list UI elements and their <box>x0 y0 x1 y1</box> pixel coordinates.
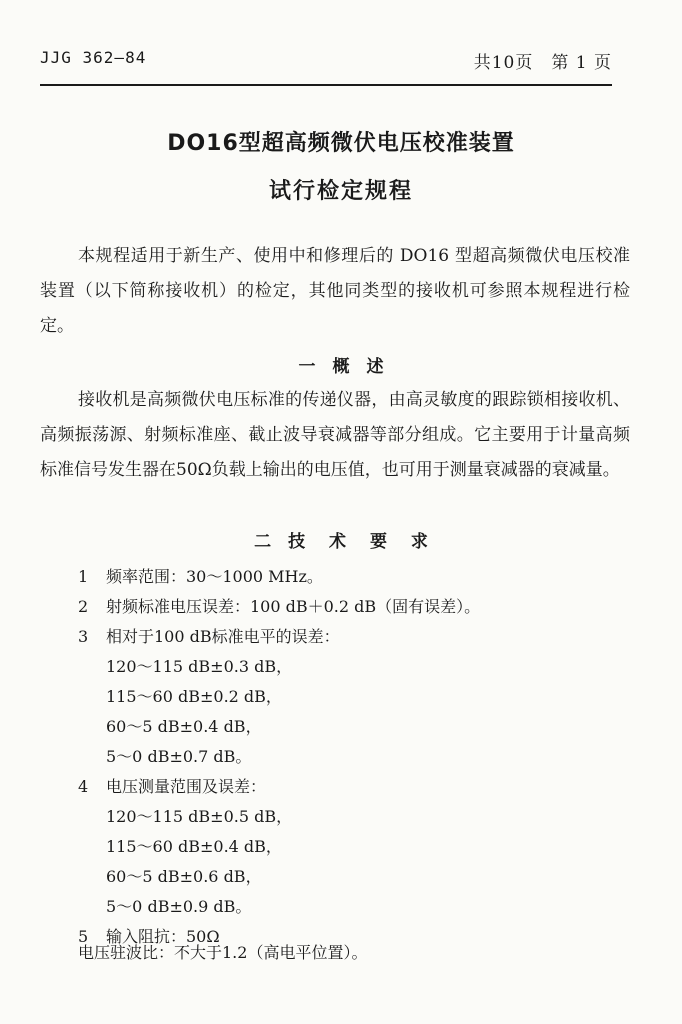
header-divider <box>40 84 612 86</box>
list-item <box>78 562 638 592</box>
requirements-list <box>78 562 638 952</box>
list-item <box>78 622 638 652</box>
sub-item: 120～115 dB±0.3 dB， <box>106 657 293 676</box>
sub-item: 5～0 dB±0.7 dB。 <box>106 747 252 766</box>
item-number: 5 <box>78 927 89 946</box>
page-header <box>40 48 612 82</box>
document-code: JJG 362—84 <box>40 48 147 67</box>
overview-paragraph: 接收机是高频微伏电压标准的传递仪器，由高灵敏度的跟踪锁相接收机、高频振荡源、射频标准座、截止波导衰减器等部分组成。它主要用于计量高频标准信号发生器在50Ω负载上输出的电压值，也可用于测量衰减器的衰减量。 <box>40 390 630 480</box>
sub-item: 5～0 dB±0.9 dB。 <box>106 897 252 916</box>
item-text: 输入阻抗：50Ω <box>106 927 220 946</box>
item-text: 频率范围：30～1000 MHz。 <box>106 567 323 586</box>
document-title: DO16型超高频微伏电压校准装置 <box>167 131 515 156</box>
item-number: 3 <box>78 627 89 646</box>
item-number: 1 <box>78 567 89 586</box>
sub-item: 115～60 dB±0.4 dB， <box>106 837 282 856</box>
sub-item: 60～5 dB±0.6 dB， <box>106 867 262 886</box>
page-count: 共10页 第 1 页 <box>473 53 612 73</box>
sub-item: 115～60 dB±0.2 dB， <box>106 687 282 706</box>
sub-item: 60～5 dB±0.4 dB， <box>106 717 262 736</box>
list-item <box>78 772 638 802</box>
list-item <box>78 592 638 622</box>
section-heading-requirements: 二 技 术 要 求 <box>254 532 428 552</box>
document-subtitle: 试行检定规程 <box>268 179 413 204</box>
intro-paragraph: 本规程适用于新生产、使用中和修理后的 DO16 型超高频微伏电压校准装置（以下简称接收机）的检定，其他同类型的接收机可参照本规程进行检定。 <box>40 246 630 336</box>
item-text: 电压测量范围及误差： <box>106 777 267 796</box>
section-heading-overview: 一 概 述 <box>298 357 384 377</box>
sub-item: 120～115 dB±0.5 dB， <box>106 807 293 826</box>
vswr-line: 电压驻波比：不大于1.2（高电平位置）。 <box>78 943 368 962</box>
item-text: 相对于100 dB标准电平的误差： <box>106 627 340 646</box>
item-number: 4 <box>78 777 89 796</box>
item-text: 射频标准电压误差：100 dB＋0.2 dB（固有误差）。 <box>106 597 481 616</box>
item-number: 2 <box>78 597 89 616</box>
